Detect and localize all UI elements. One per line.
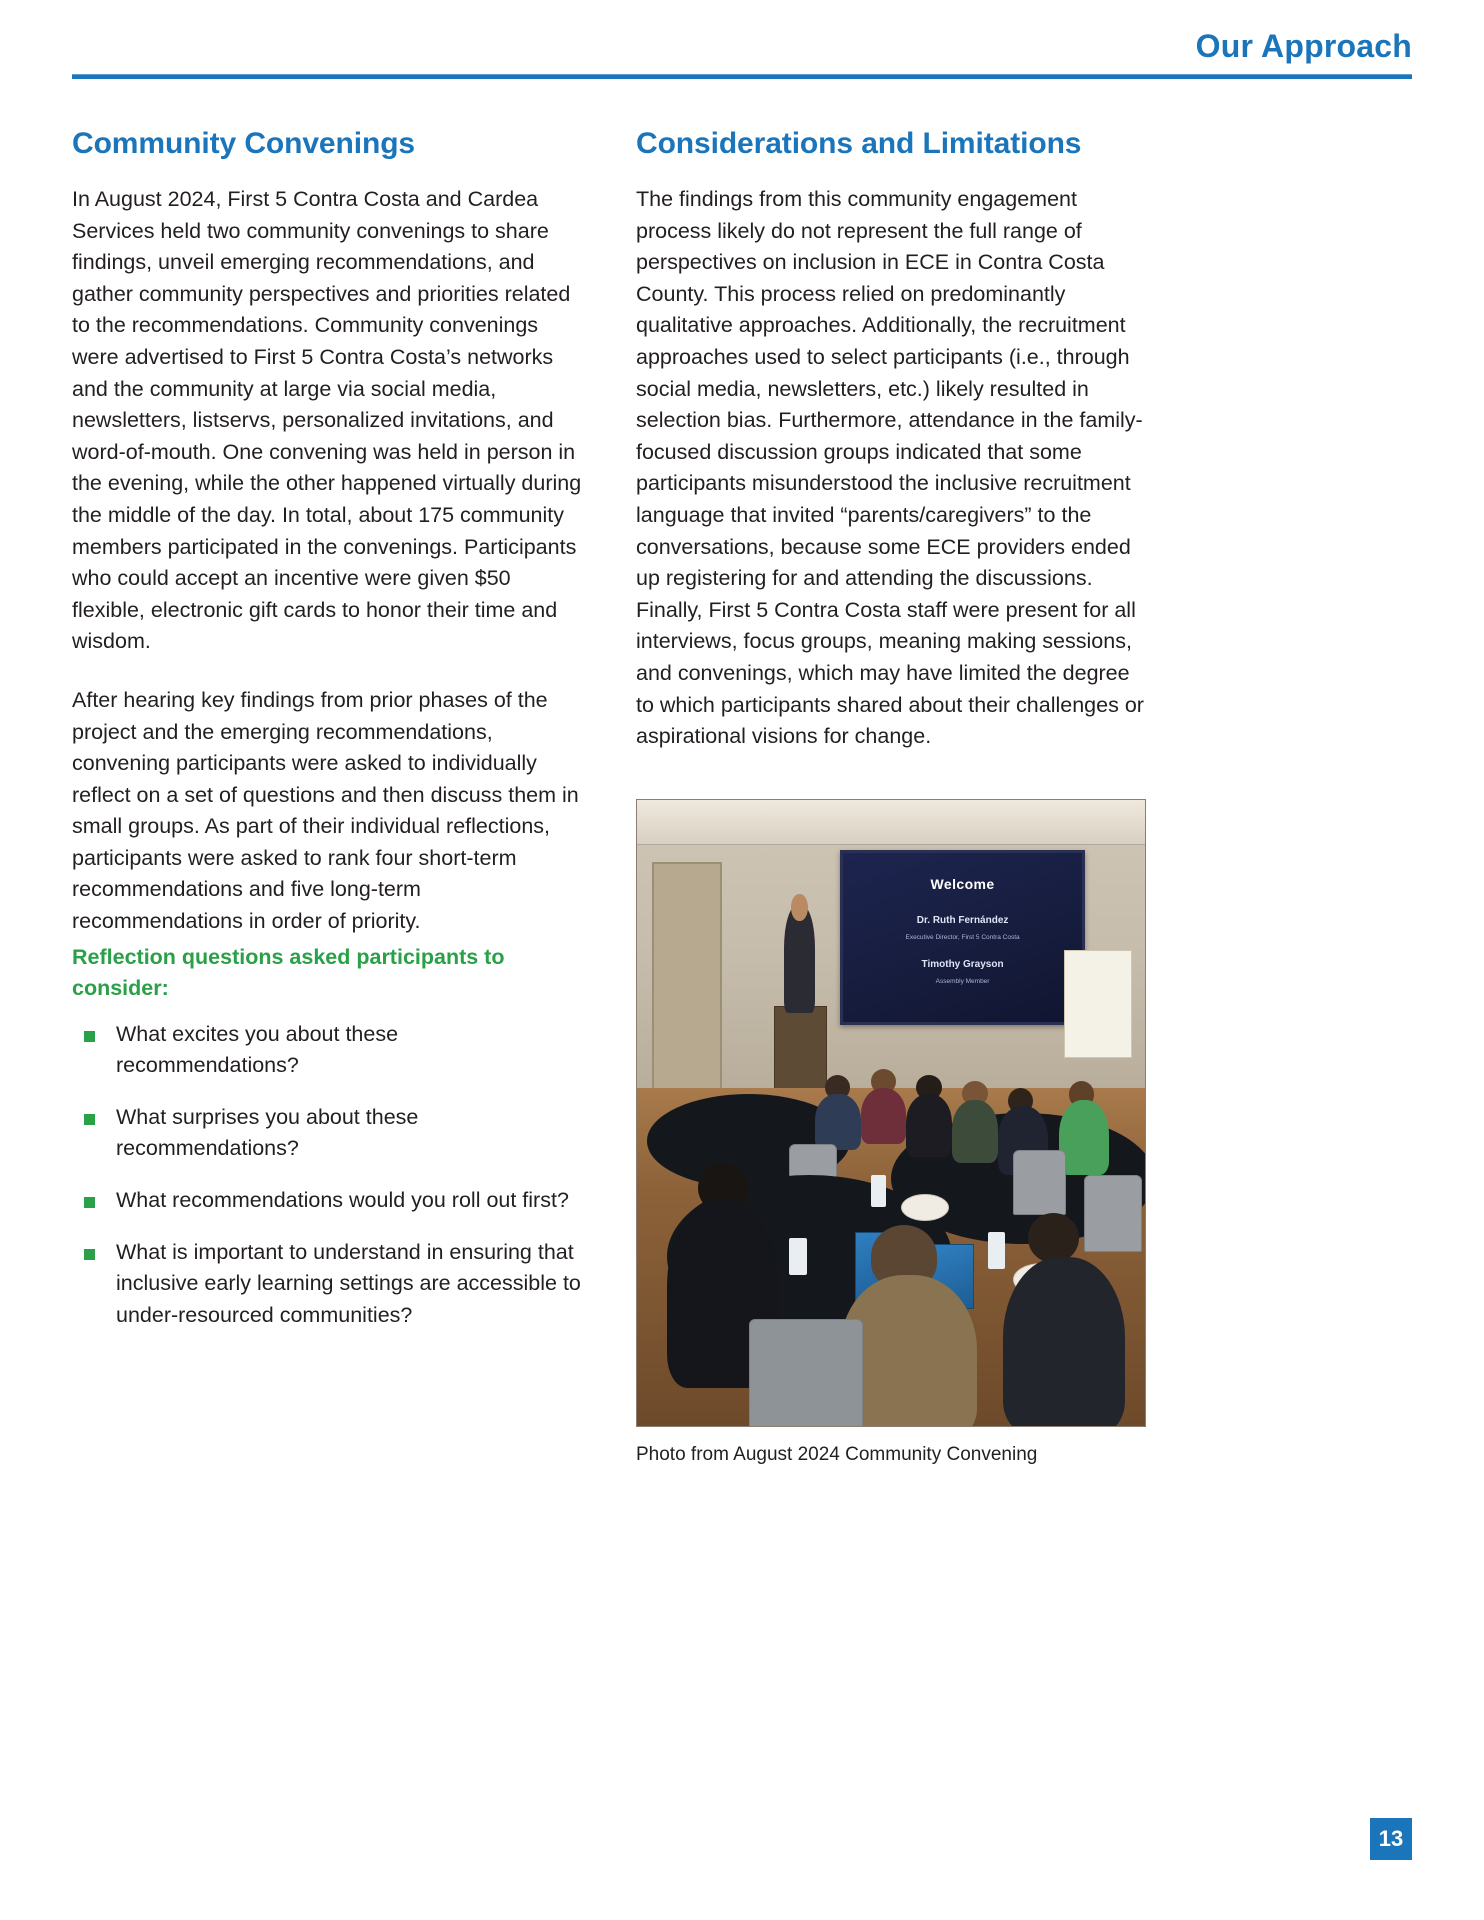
photo-ceiling <box>637 800 1145 845</box>
slide-speaker-2-title: Assembly Member <box>935 977 990 985</box>
list-item <box>72 1237 582 1332</box>
list-item <box>72 1185 582 1217</box>
square-bullet-icon <box>84 1249 95 1260</box>
left-column <box>72 126 582 1468</box>
reflection-questions-heading: Reflection questions asked participants to consider: <box>72 944 505 1001</box>
photo-presenter-body <box>784 906 814 1012</box>
slide-speaker-1-name: Dr. Ruth Fernández <box>916 915 1009 927</box>
photo-attendee <box>952 1100 998 1163</box>
photo-poster-board <box>1064 950 1132 1058</box>
page-number-badge <box>1370 1818 1412 1860</box>
left-paragraph-2: After hearing key findings from prior phases of the project and the emerging recommendations, convening participants were asked to individually reflect on a set of questions and then discuss them in small groups. As part of their individual reflections, participants were asked to rank four short-term recommendations and five long-term recommendations in order of priority. <box>72 687 579 934</box>
square-bullet-icon <box>84 1114 95 1125</box>
photo-podium <box>774 1006 827 1089</box>
list-item-label: What recommendations would you roll out first? <box>116 1188 569 1213</box>
community-convening-photo <box>636 799 1146 1427</box>
reflection-questions-list <box>72 1019 582 1332</box>
photo-caption: Photo from August 2024 Community Convening <box>636 1443 1038 1465</box>
photo-water-bottle <box>789 1238 807 1276</box>
photo-chair <box>1013 1150 1066 1215</box>
list-item-label: What surprises you about these recommendations? <box>116 1104 419 1161</box>
photo-doorframe <box>652 862 722 1091</box>
running-head <box>72 26 1412 74</box>
square-bullet-icon <box>84 1197 95 1208</box>
photo-attendee <box>815 1094 861 1150</box>
photo-attendee <box>906 1094 952 1157</box>
slide-speaker-2-name: Timothy Grayson <box>921 959 1004 971</box>
square-bullet-icon <box>84 1031 95 1042</box>
photo-attendee <box>1003 1257 1125 1427</box>
photo-figure <box>636 799 1146 1468</box>
list-item <box>72 1102 582 1165</box>
list-item <box>72 1019 582 1082</box>
photo-plate <box>901 1194 949 1221</box>
list-item-label: What excites you about these recommendations? <box>116 1021 399 1078</box>
list-item-label: What is important to understand in ensuring that inclusive early learning settings are accessible to under-resourced communities? <box>116 1239 581 1327</box>
header-divider <box>72 74 1412 79</box>
running-head-text: Our Approach <box>1195 28 1412 64</box>
photo-water-bottle <box>988 1232 1006 1270</box>
photo-presenter-head <box>791 894 807 922</box>
page-columns <box>72 126 1145 1468</box>
photo-attendee <box>1059 1100 1110 1175</box>
slide-welcome-text: Welcome <box>930 876 995 893</box>
photo-chair <box>749 1319 863 1426</box>
right-section-title: Considerations and Limitations <box>636 127 1082 160</box>
presentation-screen <box>840 850 1085 1025</box>
photo-water-bottle <box>871 1175 886 1206</box>
right-paragraph-1: The findings from this community engagement process likely do not represent the full range of perspectives on inclusion in ECE in Contra Costa County. This process relied on predominantly qualitative approaches. Additionally, the recruitment approaches used to select participants (i.e., through social media, newsletters, etc.) likely resulted in selection bias. Furthermore, attendance in the family-focused discussion groups indicated that some participants misunderstood the inclusive recruitment language that invited “parents/caregivers” to the conversations, because some ECE providers ended up registering for and attending the discussions. Finally, First 5 Contra Costa staff were present for all interviews, focus groups, meaning making sessions, and convenings, which may have limited the degree to which participants shared about their challenges or aspirational visions for change. <box>636 187 1144 749</box>
left-paragraph-1: In August 2024, First 5 Contra Costa and Cardea Services held two community convenings to share findings, unveil emerging recommendations, and gather community perspectives and priorities related to the recommendations. Community convenings were advertised to First 5 Contra Costa’s networks and the community at large via social media, newsletters, listservs, personalized invitations, and word-of-mouth. One convening was held in person in the evening, while the other happened virtually during the middle of the day. In total, about 175 community members participated in the convenings. Participants who could accept an incentive were given $50 flexible, electronic gift cards to honor their time and wisdom. <box>72 187 582 654</box>
photo-chair <box>1084 1175 1142 1252</box>
photo-attendee-head <box>1028 1213 1079 1263</box>
left-section-title: Community Convenings <box>72 127 416 160</box>
right-column <box>636 126 1146 1468</box>
photo-attendee <box>861 1088 907 1144</box>
page-number-text: 13 <box>1378 1826 1404 1851</box>
slide-speaker-1-title: Executive Director, First 5 Contra Costa <box>905 933 1020 941</box>
